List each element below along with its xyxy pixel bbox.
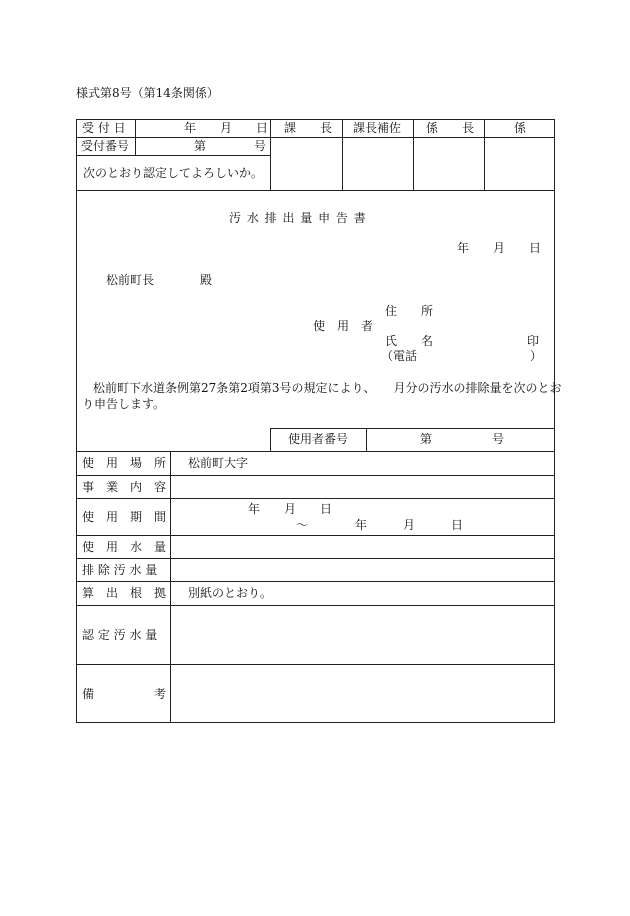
rule <box>76 558 555 559</box>
phone-close: ） <box>530 349 543 363</box>
addressee: 松前町長 <box>106 273 155 287</box>
rule <box>76 475 555 476</box>
rule <box>366 428 367 451</box>
rule <box>170 451 171 723</box>
remarks-label: 備 考 <box>82 687 167 701</box>
honorific: 殿 <box>200 273 213 287</box>
seal-mark: 印 <box>527 334 540 348</box>
declaration-body-line2: り申告します。 <box>82 397 166 411</box>
location-field[interactable]: 松前町大字 <box>188 456 249 470</box>
seal-box-section-chief[interactable] <box>271 138 341 189</box>
rule <box>76 451 555 452</box>
calculation-basis-field[interactable]: 別紙のとおり。 <box>188 586 273 600</box>
rule <box>270 428 271 451</box>
seal-box-unit-chief[interactable] <box>414 138 483 189</box>
received-date-label: 受 付 日 <box>82 121 126 135</box>
business-label: 事 業 内 容 <box>82 480 167 494</box>
rule <box>76 190 555 191</box>
rule <box>76 155 270 156</box>
phone-open: （電話 <box>381 349 418 363</box>
seal-box-deputy-chief[interactable] <box>343 138 412 189</box>
seal-box-staff[interactable] <box>485 138 554 189</box>
rule <box>76 498 555 499</box>
address-label: 住 所 <box>385 304 434 318</box>
user-label: 使 用 者 <box>313 319 374 333</box>
declaration-title: 汚 水 排 出 量 申 告 書 <box>229 211 367 225</box>
approver-section-chief: 課 長 <box>284 121 333 135</box>
period-tilde: ～ <box>296 518 309 532</box>
rule <box>76 581 555 582</box>
approval-note: 次のとおり認定してよろしいか。 <box>83 166 264 180</box>
declaration-date[interactable]: 年 月 日 <box>457 241 542 255</box>
received-number-field[interactable]: 第 号 <box>194 139 267 153</box>
name-label: 氏 名 <box>385 334 434 348</box>
received-date-field[interactable]: 年 月 日 <box>184 121 269 135</box>
location-label: 使 用 場 所 <box>82 456 167 470</box>
declaration-body-line1: 松前町下水道条例第27条第2項第3号の規定により、 月分の汚水の排除量を次のとお <box>93 381 562 395</box>
rule <box>135 119 136 155</box>
calculation-basis-label: 算 出 根 拠 <box>82 586 167 600</box>
form-number: 様式第8号（第14条関係） <box>76 86 219 100</box>
sewage-volume-label: 排 除 汚 水 量 <box>82 563 158 577</box>
approver-deputy-chief: 課長補佐 <box>353 121 402 135</box>
rule <box>76 664 555 665</box>
water-usage-label: 使 用 水 量 <box>82 540 167 554</box>
period-label: 使 用 期 間 <box>82 510 167 524</box>
approver-staff: 係 <box>514 121 527 135</box>
certified-volume-label: 認 定 汚 水 量 <box>82 628 158 642</box>
rule <box>76 605 555 606</box>
period-end-field[interactable]: 年 月 日 <box>355 518 464 532</box>
user-number-label: 使用者番号 <box>288 432 349 446</box>
rule <box>76 535 555 536</box>
received-number-label: 受付番号 <box>81 139 130 153</box>
rule <box>270 428 555 429</box>
user-number-field[interactable]: 第 号 <box>420 432 505 446</box>
approver-unit-chief: 係 長 <box>426 121 475 135</box>
period-start-field[interactable]: 年 月 日 <box>248 502 333 516</box>
